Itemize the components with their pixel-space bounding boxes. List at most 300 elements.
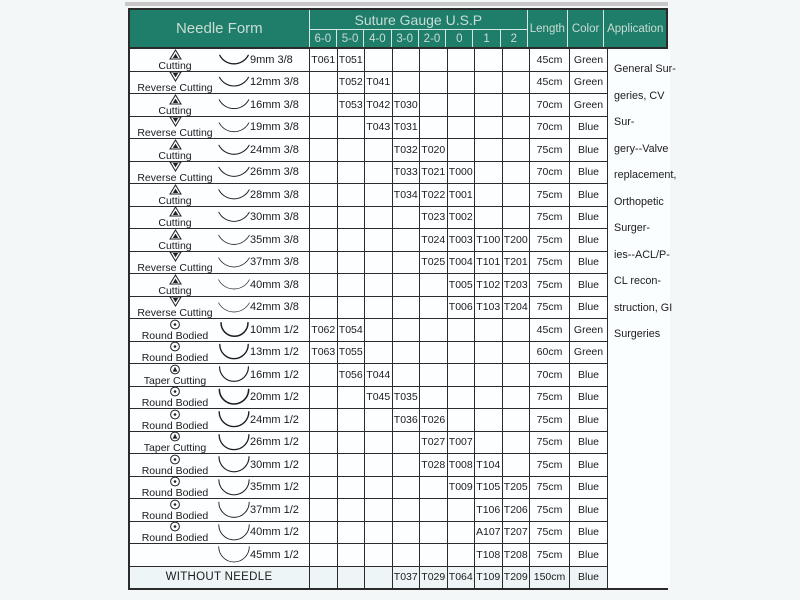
length-cell: 75cm bbox=[530, 387, 570, 409]
needle-curve-drawing bbox=[218, 342, 250, 364]
gauge-code-cell bbox=[310, 432, 338, 454]
gauge-code-cell bbox=[420, 522, 448, 544]
length-cell: 75cm bbox=[530, 499, 570, 521]
length-cell: 75cm bbox=[530, 252, 570, 274]
length-cell: 75cm bbox=[530, 432, 570, 454]
application-text-line: ies--ACL/P- bbox=[614, 248, 670, 261]
length-cell: 75cm bbox=[530, 184, 570, 206]
needle-form-cell bbox=[130, 49, 310, 71]
gauge-code-cell bbox=[475, 72, 503, 94]
gauge-subheader bbox=[310, 30, 527, 47]
gauge-code-cell: T028 bbox=[420, 454, 448, 476]
gauge-code-cell: T100 bbox=[475, 229, 503, 251]
needle-type-block bbox=[132, 252, 218, 274]
needle-form-cell bbox=[130, 117, 310, 139]
gauge-code-cell bbox=[420, 477, 448, 499]
gauge-code-cell: T055 bbox=[338, 342, 366, 364]
gauge-code-cell bbox=[393, 274, 421, 296]
gauge-code-cell bbox=[310, 207, 338, 229]
table-row bbox=[130, 229, 607, 252]
gauge-code-cell bbox=[365, 454, 393, 476]
gauge-code-cell: T056 bbox=[338, 364, 366, 386]
gauge-code-cell bbox=[420, 274, 448, 296]
round-bodied-icon bbox=[169, 522, 181, 533]
gauge-code-cell bbox=[310, 252, 338, 274]
gauge-code-cell bbox=[448, 544, 476, 566]
gauge-code-cell bbox=[420, 319, 448, 341]
gauge-code-cell: T052 bbox=[338, 72, 366, 94]
round-bodied-icon bbox=[169, 477, 181, 488]
application-header: Application bbox=[603, 10, 666, 47]
gauge-code-cell bbox=[393, 207, 421, 229]
gauge-code-cell: T064 bbox=[448, 567, 476, 589]
table-row bbox=[130, 162, 607, 185]
needle-type-label: Reverse Cutting bbox=[137, 262, 213, 273]
application-cell bbox=[607, 49, 677, 588]
needle-curve-drawing bbox=[218, 162, 250, 184]
gauge-code-cell bbox=[338, 567, 366, 589]
color-cell: Blue bbox=[577, 481, 599, 494]
needle-curve-drawing bbox=[218, 139, 250, 161]
gauge-code-cell bbox=[393, 432, 421, 454]
gauge-code-cell bbox=[475, 364, 503, 386]
gauge-code-cell: T004 bbox=[448, 252, 476, 274]
application-text-line: Surgeries bbox=[614, 328, 661, 340]
needle-type-block bbox=[132, 499, 218, 521]
needle-form-cell bbox=[130, 409, 310, 431]
gauge-code-cell bbox=[503, 364, 531, 386]
needle-curve-drawing bbox=[218, 499, 250, 521]
gauge-code-cell: T203 bbox=[503, 274, 531, 296]
gauge-code-cell: T042 bbox=[365, 94, 393, 116]
cutting-icon bbox=[169, 94, 182, 105]
table-body-rows bbox=[130, 49, 607, 588]
application-text-line: gery--Valve bbox=[614, 142, 669, 155]
length-header: Length bbox=[527, 10, 567, 47]
needle-form-cell bbox=[130, 184, 310, 206]
gauge-code-cell bbox=[310, 477, 338, 499]
gauge-code-cell: T053 bbox=[338, 94, 366, 116]
needle-type-label: Cutting bbox=[158, 284, 192, 296]
gauge-code-cell bbox=[503, 94, 531, 116]
needle-size-label: 13mm 1/2 bbox=[250, 346, 299, 359]
gauge-code-cell bbox=[338, 139, 366, 161]
gauge-code-cell bbox=[338, 409, 366, 431]
reverse-cutting-icon bbox=[169, 162, 182, 173]
needle-type-label: Round Bodied bbox=[141, 352, 209, 363]
round-bodied-icon bbox=[169, 454, 181, 465]
needle-curve-drawing bbox=[218, 94, 250, 115]
gauge-code-cell bbox=[365, 319, 393, 341]
table-row bbox=[130, 72, 607, 95]
application-text-line: General Sur- bbox=[614, 63, 676, 75]
table-row bbox=[130, 499, 607, 522]
gauge-code-cell: T024 bbox=[420, 229, 448, 251]
gauge-code-cell: T103 bbox=[475, 297, 503, 319]
needle-type-block bbox=[132, 229, 218, 251]
length-cell: 75cm bbox=[530, 522, 570, 544]
needle-type-label: Cutting bbox=[158, 104, 192, 116]
gauge-code-cell bbox=[503, 72, 531, 94]
gauge-code-cell bbox=[475, 342, 503, 364]
gauge-code-cell bbox=[503, 139, 531, 161]
needle-type-label: Round Bodied bbox=[141, 487, 209, 498]
gauge-code-cell bbox=[310, 297, 338, 319]
gauge-title-header: Suture Gauge U.S.P bbox=[310, 10, 527, 30]
gauge-code-cell: T032 bbox=[393, 139, 421, 161]
gauge-code-cell: T001 bbox=[448, 184, 476, 206]
gauge-code-cell: T108 bbox=[475, 544, 503, 566]
needle-form-cell bbox=[130, 207, 310, 229]
gauge-code-cell: T031 bbox=[393, 117, 421, 139]
gauge-code-cell bbox=[448, 319, 476, 341]
gauge-code-cell: T033 bbox=[393, 162, 421, 184]
needle-type-block bbox=[132, 387, 218, 409]
table-row bbox=[130, 139, 607, 162]
color-cell: Blue bbox=[577, 256, 599, 269]
taper-cutting-icon bbox=[169, 364, 181, 375]
gauge-code-cell: T105 bbox=[475, 477, 503, 499]
gauge-code-cell bbox=[393, 229, 421, 251]
gauge-code-cell: T054 bbox=[338, 319, 366, 341]
needle-form-cell bbox=[130, 499, 310, 521]
gauge-column-header-4-0: 4-0 bbox=[363, 30, 390, 47]
needle-size-label: 45mm 1/2 bbox=[250, 548, 299, 561]
gauge-code-cell bbox=[448, 387, 476, 409]
gauge-code-cell bbox=[448, 49, 476, 71]
table-row bbox=[130, 274, 607, 297]
gauge-code-cell bbox=[420, 94, 448, 116]
gauge-code-cell bbox=[365, 162, 393, 184]
gauge-code-cell bbox=[475, 184, 503, 206]
table-row bbox=[130, 184, 607, 207]
needle-size-label: 26mm 1/2 bbox=[250, 436, 299, 449]
needle-size-label: 12mm 3/8 bbox=[250, 76, 299, 89]
gauge-code-cell bbox=[420, 297, 448, 319]
gauge-code-cell bbox=[420, 342, 448, 364]
gauge-code-cell: T000 bbox=[448, 162, 476, 184]
gauge-code-cell bbox=[310, 139, 338, 161]
needle-form-cell bbox=[130, 432, 310, 454]
needle-type-label: Cutting bbox=[158, 239, 192, 251]
gauge-code-cell bbox=[338, 297, 366, 319]
gauge-code-cell: T101 bbox=[475, 252, 503, 274]
gauge-code-cell bbox=[448, 117, 476, 139]
gauge-code-cell: T003 bbox=[448, 229, 476, 251]
gauge-code-cell: T023 bbox=[420, 207, 448, 229]
gauge-column-header-3-0: 3-0 bbox=[391, 30, 418, 47]
color-cell: Blue bbox=[577, 391, 599, 404]
needle-form-cell bbox=[130, 364, 310, 386]
table-row bbox=[130, 252, 607, 275]
needle-type-block bbox=[132, 72, 218, 94]
round-bodied-icon bbox=[169, 409, 181, 420]
gauge-code-cell bbox=[393, 319, 421, 341]
gauge-column-header-5-0: 5-0 bbox=[336, 30, 363, 47]
needle-form-cell bbox=[130, 274, 310, 296]
gauge-code-cell bbox=[393, 499, 421, 521]
gauge-code-cell bbox=[338, 454, 366, 476]
gauge-code-cell bbox=[448, 364, 476, 386]
needle-type-block bbox=[132, 49, 218, 71]
needle-curve-drawing bbox=[218, 252, 250, 274]
length-cell: 75cm bbox=[530, 139, 570, 161]
needle-type-block bbox=[132, 207, 218, 229]
table-row bbox=[130, 117, 607, 140]
length-cell: 75cm bbox=[530, 274, 570, 296]
table-row bbox=[130, 454, 607, 477]
gauge-code-cell: T027 bbox=[420, 432, 448, 454]
gauge-code-cell bbox=[310, 274, 338, 296]
gauge-code-cell bbox=[420, 72, 448, 94]
gauge-code-cell bbox=[448, 139, 476, 161]
gauge-code-cell bbox=[503, 49, 531, 71]
gauge-code-cell bbox=[503, 342, 531, 364]
gauge-code-cell: T063 bbox=[310, 342, 338, 364]
gauge-code-cell bbox=[420, 544, 448, 566]
needle-form-cell bbox=[130, 72, 310, 94]
gauge-code-cell bbox=[338, 544, 366, 566]
color-cell: Green bbox=[573, 98, 604, 111]
round-bodied-icon bbox=[169, 319, 181, 330]
gauge-code-cell bbox=[393, 454, 421, 476]
length-cell: 45cm bbox=[530, 49, 570, 71]
gauge-code-cell: T030 bbox=[393, 94, 421, 116]
application-text-line: Orthopetic bbox=[614, 195, 664, 208]
gauge-code-cell bbox=[365, 499, 393, 521]
color-cell: Blue bbox=[577, 211, 599, 224]
gauge-code-cell: T062 bbox=[310, 319, 338, 341]
length-cell: 150cm bbox=[530, 567, 570, 589]
needle-form-cell bbox=[130, 319, 310, 341]
gauge-code-cell: T025 bbox=[420, 252, 448, 274]
needle-form-cell bbox=[130, 229, 310, 251]
gauge-code-cell bbox=[420, 364, 448, 386]
length-cell: 70cm bbox=[530, 117, 570, 139]
needle-curve-drawing bbox=[218, 454, 250, 476]
gauge-code-cell bbox=[475, 319, 503, 341]
gauge-code-cell: T208 bbox=[503, 544, 531, 566]
needle-size-label: 40mm 1/2 bbox=[250, 526, 299, 539]
gauge-code-cell bbox=[338, 117, 366, 139]
needle-curve-drawing bbox=[218, 117, 250, 139]
gauge-code-cell bbox=[503, 454, 531, 476]
color-cell: Green bbox=[573, 323, 604, 336]
gauge-column-header-6-0: 6-0 bbox=[314, 32, 332, 45]
table-row bbox=[130, 297, 607, 320]
color-cell: Blue bbox=[577, 278, 599, 291]
gauge-code-cell bbox=[393, 364, 421, 386]
table-row bbox=[130, 477, 607, 500]
needle-type-block bbox=[132, 319, 218, 341]
table-body bbox=[130, 49, 677, 588]
table-header bbox=[130, 10, 666, 49]
length-cell: 45cm bbox=[530, 72, 570, 94]
length-cell: 70cm bbox=[530, 94, 570, 116]
needle-size-label: 10mm 1/2 bbox=[250, 323, 299, 336]
gauge-code-cell bbox=[310, 409, 338, 431]
gauge-code-cell bbox=[448, 409, 476, 431]
needle-curve-drawing bbox=[218, 52, 250, 68]
needle-type-block bbox=[132, 139, 218, 161]
gauge-code-cell bbox=[338, 522, 366, 544]
gauge-code-cell: T204 bbox=[503, 297, 531, 319]
cutting-icon bbox=[169, 184, 182, 195]
needle-size-label: 40mm 3/8 bbox=[250, 278, 299, 291]
table-row bbox=[130, 432, 607, 455]
gauge-header-group bbox=[309, 10, 527, 47]
needle-size-label: 16mm 3/8 bbox=[250, 98, 299, 111]
needle-form-cell bbox=[130, 297, 310, 319]
needle-form-cell bbox=[130, 522, 310, 544]
needle-type-label: Reverse Cutting bbox=[137, 127, 213, 138]
gauge-code-cell bbox=[503, 184, 531, 206]
gauge-code-cell bbox=[365, 297, 393, 319]
gauge-code-cell: T002 bbox=[448, 207, 476, 229]
gauge-code-cell: T035 bbox=[393, 387, 421, 409]
needle-form-cell bbox=[130, 139, 310, 161]
table-row bbox=[130, 94, 607, 117]
application-text-line: Sur- bbox=[614, 116, 635, 128]
table-row bbox=[130, 409, 607, 432]
needle-size-label: 28mm 3/8 bbox=[250, 188, 299, 201]
needle-form-cell bbox=[130, 544, 310, 566]
table-row bbox=[130, 49, 607, 72]
length-cell: 75cm bbox=[530, 229, 570, 251]
needle-type-block bbox=[132, 409, 218, 431]
gauge-code-cell bbox=[503, 319, 531, 341]
needle-type-label: Taper Cutting bbox=[143, 374, 207, 386]
gauge-code-cell bbox=[365, 274, 393, 296]
gauge-code-cell: T021 bbox=[420, 162, 448, 184]
gauge-code-cell bbox=[365, 477, 393, 499]
gauge-code-cell bbox=[365, 342, 393, 364]
gauge-code-cell bbox=[365, 139, 393, 161]
round-bodied-icon bbox=[169, 499, 181, 510]
gauge-column-header-0: 0 bbox=[445, 30, 472, 47]
needle-size-label: 30mm 3/8 bbox=[250, 211, 299, 224]
needle-type-block bbox=[132, 162, 218, 184]
color-cell: Blue bbox=[577, 121, 599, 134]
needle-type-label: Cutting bbox=[158, 59, 192, 71]
gauge-code-cell bbox=[310, 499, 338, 521]
gauge-column-header-2-0: 2-0 bbox=[418, 30, 445, 47]
gauge-code-cell bbox=[503, 409, 531, 431]
needle-curve-drawing bbox=[218, 522, 250, 544]
cutting-icon bbox=[169, 49, 182, 60]
gauge-code-cell bbox=[393, 477, 421, 499]
reverse-cutting-icon bbox=[169, 117, 182, 128]
needle-size-label: 24mm 3/8 bbox=[250, 143, 299, 156]
needle-form-cell bbox=[130, 387, 310, 409]
gauge-code-cell bbox=[448, 94, 476, 116]
gauge-code-cell: T209 bbox=[503, 567, 531, 589]
length-cell: 70cm bbox=[530, 364, 570, 386]
needle-size-label: 37mm 3/8 bbox=[250, 256, 299, 269]
color-cell: Blue bbox=[577, 458, 599, 471]
color-header: Color bbox=[567, 10, 604, 47]
gauge-code-cell bbox=[365, 229, 393, 251]
gauge-code-cell: T045 bbox=[365, 387, 393, 409]
needle-curve-drawing bbox=[218, 320, 250, 340]
gauge-code-cell bbox=[420, 117, 448, 139]
gauge-code-cell: T026 bbox=[420, 409, 448, 431]
needle-type-label: Round Bodied bbox=[141, 329, 209, 341]
cutting-icon bbox=[169, 139, 182, 150]
gauge-code-cell bbox=[475, 207, 503, 229]
color-cell: Blue bbox=[577, 436, 599, 449]
gauge-code-cell bbox=[393, 72, 421, 94]
gauge-code-cell bbox=[420, 387, 448, 409]
gauge-code-cell: T109 bbox=[475, 567, 503, 589]
gauge-code-cell: T205 bbox=[503, 477, 531, 499]
gauge-code-cell bbox=[365, 49, 393, 71]
gauge-code-cell bbox=[393, 297, 421, 319]
needle-curve-drawing bbox=[218, 364, 250, 386]
needle-type-block bbox=[132, 274, 218, 296]
gauge-code-cell: T034 bbox=[393, 184, 421, 206]
gauge-code-cell bbox=[338, 184, 366, 206]
gauge-code-cell bbox=[365, 409, 393, 431]
color-cell: Blue bbox=[577, 571, 599, 584]
reverse-cutting-icon bbox=[169, 252, 182, 263]
needle-type-label: Reverse Cutting bbox=[137, 307, 213, 318]
cutting-icon bbox=[169, 207, 182, 218]
color-cell: Green bbox=[573, 346, 604, 359]
color-cell: Blue bbox=[577, 413, 599, 426]
needle-curve-drawing bbox=[218, 184, 250, 206]
needle-curve-drawing bbox=[218, 297, 250, 319]
gauge-code-cell bbox=[503, 117, 531, 139]
gauge-code-cell bbox=[310, 567, 338, 589]
gauge-code-cell bbox=[503, 207, 531, 229]
table-row bbox=[130, 544, 607, 567]
gauge-code-cell bbox=[365, 522, 393, 544]
needle-curve-drawing bbox=[218, 73, 250, 91]
gauge-code-cell bbox=[448, 499, 476, 521]
round-bodied-icon bbox=[169, 342, 181, 353]
needle-type-label: Round Bodied bbox=[141, 464, 209, 476]
gauge-code-cell: T007 bbox=[448, 432, 476, 454]
gauge-code-cell: T061 bbox=[310, 49, 338, 71]
gauge-column-header-1: 1 bbox=[472, 30, 499, 47]
needle-size-label: 35mm 1/2 bbox=[250, 481, 299, 494]
gauge-code-cell bbox=[310, 94, 338, 116]
gauge-column-header-2: 2 bbox=[500, 30, 527, 47]
gauge-code-cell bbox=[475, 117, 503, 139]
needle-form-cell bbox=[130, 252, 310, 274]
color-cell: Blue bbox=[577, 548, 599, 561]
gauge-code-cell bbox=[365, 184, 393, 206]
reverse-cutting-icon bbox=[169, 297, 182, 308]
needle-size-label: 16mm 1/2 bbox=[250, 368, 299, 381]
gauge-code-cell bbox=[365, 544, 393, 566]
needle-curve-drawing bbox=[218, 229, 250, 251]
gauge-code-cell bbox=[338, 207, 366, 229]
gauge-code-cell: T022 bbox=[420, 184, 448, 206]
needle-curve-drawing bbox=[218, 432, 250, 454]
gauge-code-cell bbox=[393, 544, 421, 566]
needle-size-label: 35mm 3/8 bbox=[250, 233, 299, 246]
gauge-code-cell bbox=[310, 454, 338, 476]
taper-cutting-icon bbox=[169, 432, 181, 443]
color-cell: Blue bbox=[577, 143, 599, 156]
gauge-code-cell: T005 bbox=[448, 274, 476, 296]
gauge-code-cell bbox=[310, 229, 338, 251]
gauge-code-cell bbox=[448, 522, 476, 544]
gauge-code-cell bbox=[393, 522, 421, 544]
gauge-code-cell bbox=[393, 49, 421, 71]
